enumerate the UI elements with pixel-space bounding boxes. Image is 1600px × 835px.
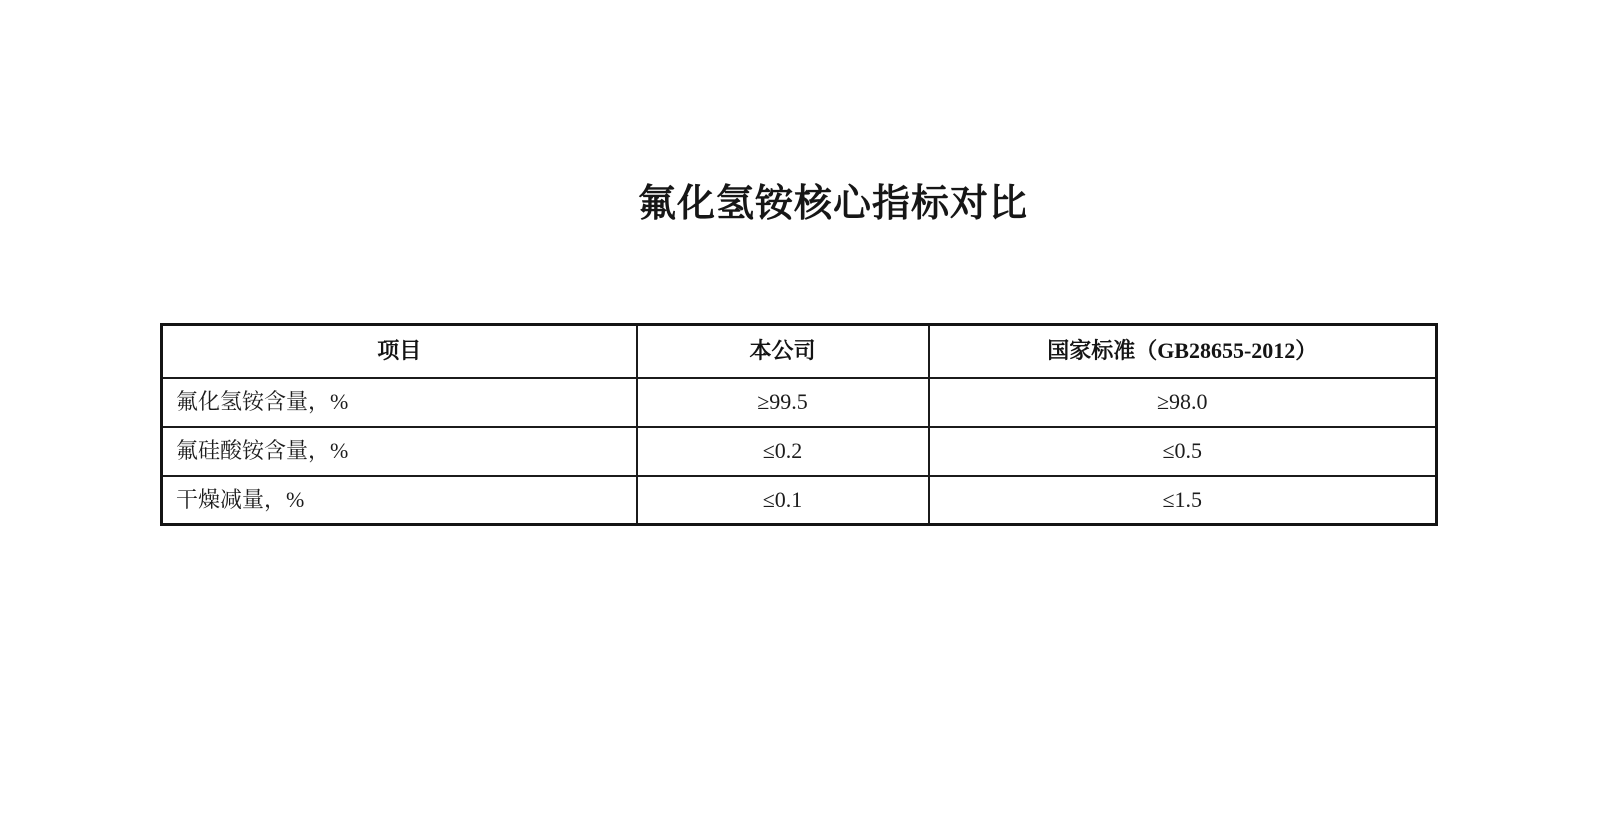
cell-standard-value: ≤0.5 bbox=[929, 427, 1437, 476]
header-cell-national-standard: 国家标准（GB28655-2012） bbox=[929, 325, 1437, 378]
cell-item: 氟化氢铵含量，% bbox=[162, 378, 637, 427]
document-title: 氟化氢铵核心指标对比 bbox=[637, 183, 1028, 225]
cell-item: 干燥减量，% bbox=[162, 476, 637, 525]
cell-company-value: ≥99.5 bbox=[637, 378, 929, 427]
cell-item: 氟硅酸铵含量，% bbox=[162, 427, 637, 476]
comparison-table bbox=[160, 323, 1438, 526]
cell-company-value: ≤0.1 bbox=[637, 476, 929, 525]
cell-standard-value: ≤1.5 bbox=[929, 476, 1437, 525]
table-header-row bbox=[162, 325, 1437, 378]
cell-standard-value: ≥98.0 bbox=[929, 378, 1437, 427]
table-row bbox=[162, 476, 1437, 525]
table-row bbox=[162, 378, 1437, 427]
cell-company-value: ≤0.2 bbox=[637, 427, 929, 476]
header-cell-item: 项目 bbox=[162, 325, 637, 378]
table-row bbox=[162, 427, 1437, 476]
header-cell-company: 本公司 bbox=[637, 325, 929, 378]
